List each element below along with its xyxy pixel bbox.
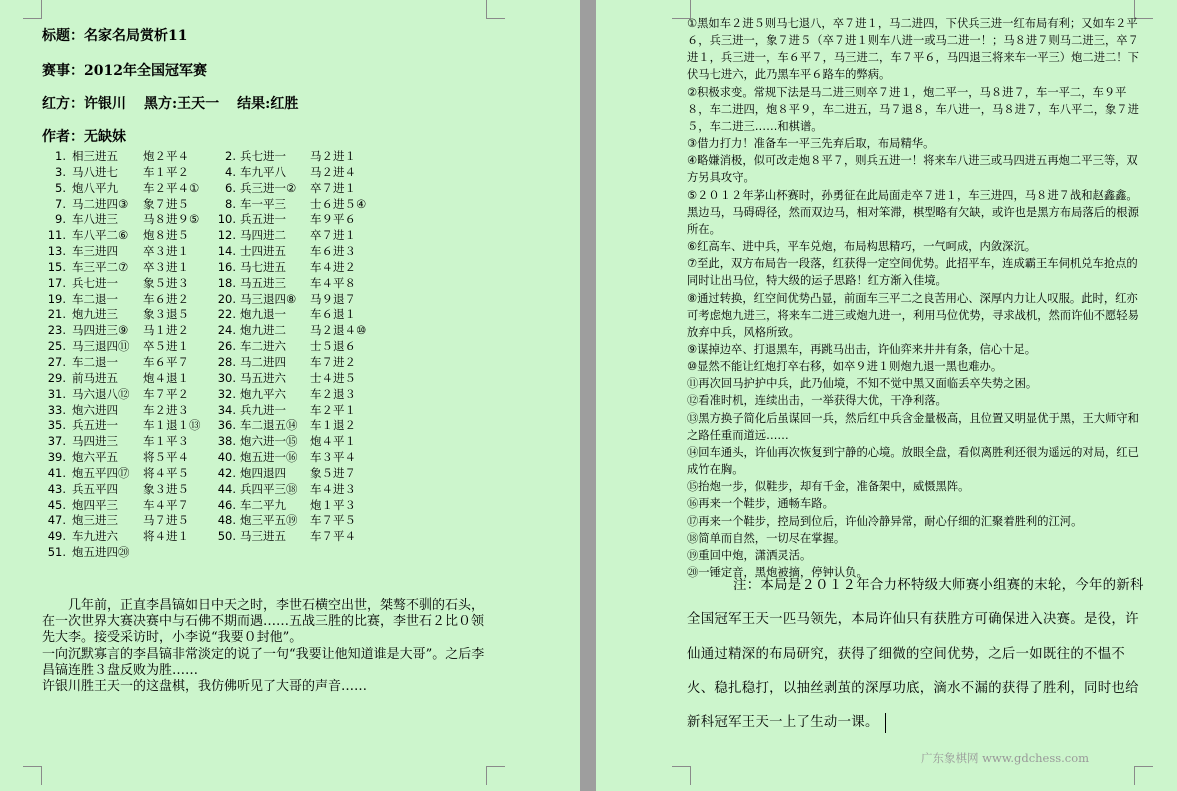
black-move: 车２进３ xyxy=(143,402,189,417)
red-move: 兵三进一② xyxy=(240,180,297,195)
move-number: 51. xyxy=(47,545,66,560)
move-number: 8. xyxy=(225,196,236,211)
black-move: 士５退６ xyxy=(310,339,356,354)
black-move: 士６进５④ xyxy=(310,196,367,211)
move-row xyxy=(36,498,416,514)
move-number: 15. xyxy=(47,259,66,274)
move-number: 44. xyxy=(217,481,236,496)
crop-mark xyxy=(486,0,505,19)
note-paragraph: ⑤２０１２年茅山杯赛时，孙勇征在此局面走卒７进１，车三进四，马８进７战和赵鑫鑫。黑边马，马碍碍径，然而双边马，相对笨滞，棋型略有欠缺，或许也是黑方布局落后的根源所在。 xyxy=(687,188,1139,236)
black-move: 马２退４⑩ xyxy=(310,323,367,338)
move-number: 49. xyxy=(47,529,66,544)
move-number: 48. xyxy=(217,513,236,528)
red-move: 前马进五 xyxy=(72,370,118,385)
move-row xyxy=(36,513,416,529)
red-move: 炮五平四⑰ xyxy=(72,465,130,480)
author-line xyxy=(42,126,126,146)
move-number: 26. xyxy=(217,339,236,354)
black-move: 马９退７ xyxy=(310,291,356,306)
black-move: 士４进５ xyxy=(310,370,356,385)
move-row xyxy=(36,165,416,181)
summary xyxy=(687,569,1147,740)
move-row xyxy=(36,545,416,561)
text-cursor xyxy=(885,713,886,733)
note-paragraph: ⑱简单而自然，一切尽在掌握。 xyxy=(687,531,846,545)
red-move: 兵七进一 xyxy=(240,149,286,163)
essay-paragraph: 一向沉默寡言的李昌镐非常淡定的说了一句“我要让他知道谁是大哥”。之后李昌镐连胜３盘反败为胜…… xyxy=(42,646,485,678)
crop-mark xyxy=(23,0,42,19)
black-move: 车１退２ xyxy=(310,418,356,433)
note-paragraph: ⑧通过转换，红空间优势凸显，前面车三平二之良苦用心、深厚内力让人叹服。此时，红亦可考虑炮九进三，将来车二进三或炮九进一，利用马位优势，寻求战机，然而许仙不愿轻易放弃中兵，风格所致。 xyxy=(687,291,1139,339)
move-number: 1. xyxy=(55,149,66,163)
note-paragraph: ⑪再次回马护护中兵，此乃仙境，不知不觉中黑又面临丢卒失势之困。 xyxy=(687,377,1038,391)
move-number: 33. xyxy=(47,402,66,417)
move-number: 39. xyxy=(47,450,66,465)
red-move: 车九进六 xyxy=(72,529,118,544)
move-number: 18. xyxy=(217,275,236,290)
red-move: 兵五进一 xyxy=(72,418,118,433)
move-row xyxy=(36,529,416,545)
move-number: 47. xyxy=(47,513,66,528)
note-paragraph: ⑥红高车、进中兵，平车兑炮，布局构思精巧，一气呵成，内敛深沉。 xyxy=(687,240,1037,254)
move-row xyxy=(36,276,416,292)
move-number: 20. xyxy=(217,291,236,306)
move-number: 14. xyxy=(217,244,236,259)
red-move: 相三进五 xyxy=(72,149,118,163)
black-move: 车３平４ xyxy=(310,450,356,465)
move-row xyxy=(36,260,416,276)
move-number: 6. xyxy=(225,180,236,195)
move-number: 11. xyxy=(47,228,66,243)
red-move: 士四进五 xyxy=(240,244,286,259)
move-number: 37. xyxy=(47,434,66,449)
note-paragraph: ⑫看准时机，连续出击，一举获得大优，干净利落。 xyxy=(687,394,947,408)
move-number: 31. xyxy=(47,386,66,401)
red-move: 炮九进三 xyxy=(72,307,118,322)
move-number: 4. xyxy=(225,164,236,179)
move-list xyxy=(36,149,416,561)
red-move: 车三进四 xyxy=(72,244,118,259)
result-value: 红胜 xyxy=(270,96,299,112)
red-move: 炮九进二 xyxy=(240,323,286,338)
red-move: 炮三进三 xyxy=(72,513,118,528)
essay xyxy=(42,598,487,695)
red-move: 车二退一 xyxy=(72,354,118,369)
move-number: 27. xyxy=(47,354,66,369)
summary-text: 注：本局是２０１２年合力杯特级大师赛小组赛的末轮，今年的新科全国冠军王天一匹马领先，本局许仙只有获胜方可确保进入决赛。是役，许仙通过精深的布局研究，获得了细微的空间优势，之后一如既往的不愠不火、稳扎稳打，以抽丝剥茧的深厚功底，滴水不漏的获得了胜利，同时也给新科冠军王天一上了生动一课。 xyxy=(687,578,1144,731)
red-move: 马四进三 xyxy=(72,434,118,449)
move-number: 21. xyxy=(47,307,66,322)
move-number: 41. xyxy=(47,465,66,480)
black-move: 马１进２ xyxy=(143,323,189,338)
move-row xyxy=(36,149,416,165)
black-move: 炮２平４ xyxy=(143,149,189,163)
black-move: 车２退３ xyxy=(310,386,356,401)
red-move: 炮九退一 xyxy=(240,307,286,322)
note-paragraph: ⑳一锤定音，黑炮被摘，停钟认负。 xyxy=(687,566,868,579)
black-move: 卒５进１ xyxy=(143,339,189,354)
black-move: 车７平４ xyxy=(310,529,356,544)
move-number: 32. xyxy=(217,386,236,401)
players-line xyxy=(42,93,298,113)
move-row xyxy=(36,292,416,308)
crop-mark xyxy=(23,766,42,785)
title-line xyxy=(42,25,187,45)
red-move: 马二进四 xyxy=(240,354,286,369)
black-move: 马２进１ xyxy=(310,149,356,163)
note-paragraph: ④略嫌消极，似可改走炮８平７，则兵五进一！将来车八进三或马四进五再炮二平三等，双方另具攻守。 xyxy=(687,154,1138,185)
event-name: 2012年全国冠军赛 xyxy=(84,63,207,79)
note-paragraph: ②积极求变。常规下法是马二进三则卒７进１，炮二平一，马８进７，车一平二，车９平８，车二进四，炮８平９，车二进五，马７退８，车八进一，马８进７，车八平二，象７进５，车二进三……和棋谱。 xyxy=(687,85,1139,133)
author-label: 作者： xyxy=(42,129,84,145)
move-row xyxy=(36,339,416,355)
move-number: 42. xyxy=(217,465,236,480)
move-row xyxy=(36,323,416,339)
annotation-notes xyxy=(687,15,1142,581)
move-number: 23. xyxy=(47,323,66,338)
black-move: 炮４平１ xyxy=(310,434,356,449)
move-row xyxy=(36,355,416,371)
black-move: 马７进５ xyxy=(143,513,189,528)
red-move: 马四进二 xyxy=(240,228,286,243)
red-move: 车二退五⑭ xyxy=(240,418,298,433)
move-number: 36. xyxy=(217,418,236,433)
move-number: 24. xyxy=(217,323,236,338)
move-number: 22. xyxy=(217,307,236,322)
red-player: 许银川 xyxy=(84,96,126,112)
black-move: 将４进１ xyxy=(143,529,189,544)
red-move: 马五进三 xyxy=(240,275,286,290)
event-line xyxy=(42,60,207,80)
move-row xyxy=(36,403,416,419)
black-move: 车６进３ xyxy=(310,244,356,259)
red-move: 兵五平四 xyxy=(72,481,118,496)
move-number: 43. xyxy=(47,481,66,496)
red-move: 车九平八 xyxy=(240,164,286,179)
red-move: 车二退一 xyxy=(72,291,118,306)
move-number: 2. xyxy=(225,149,236,163)
document-page-right[interactable] xyxy=(596,0,1177,791)
red-move: 车三平二⑦ xyxy=(72,259,129,274)
black-move: 车１平２ xyxy=(143,164,189,179)
document-page-left[interactable] xyxy=(0,0,580,791)
move-row xyxy=(36,181,416,197)
black-move: 车４进２ xyxy=(310,259,356,274)
black-move: 象３退５ xyxy=(143,307,189,322)
red-move: 兵九进一 xyxy=(240,402,286,417)
red-move: 兵四平三⑱ xyxy=(240,481,298,496)
black-move: 车７进２ xyxy=(310,354,356,369)
move-number: 40. xyxy=(217,450,236,465)
black-move: 车２平１ xyxy=(310,402,356,417)
move-row xyxy=(36,307,416,323)
note-paragraph: ⑰再来一个鞋步，控局到位后，许仙冷静异常，耐心仔细的汇聚着胜利的江河。 xyxy=(687,514,1083,528)
red-move: 马八进七 xyxy=(72,164,118,179)
red-move: 兵五进一 xyxy=(240,212,286,227)
move-number: 29. xyxy=(47,370,66,385)
black-move: 卒７进１ xyxy=(310,228,356,243)
black-move: 车１退１⑬ xyxy=(143,418,201,433)
black-move: 卒７进１ xyxy=(310,180,356,195)
title-label: 标题： xyxy=(42,28,84,44)
red-move: 马二进四③ xyxy=(72,196,129,211)
move-row xyxy=(36,482,416,498)
move-number: 46. xyxy=(217,497,236,512)
move-row xyxy=(36,228,416,244)
black-move: 炮４退１ xyxy=(143,370,189,385)
red-move: 车八平二⑥ xyxy=(72,228,129,243)
black-move: 车２平４① xyxy=(143,180,200,195)
red-move: 炮四平三 xyxy=(72,497,118,512)
move-number: 9. xyxy=(55,212,66,227)
red-label: 红方： xyxy=(42,96,84,112)
black-move: 车６进２ xyxy=(143,291,189,306)
event-label: 赛事： xyxy=(42,63,84,79)
black-move: 象５进３ xyxy=(143,275,189,290)
note-paragraph: ⑲重回中炮，潇洒灵活。 xyxy=(687,548,812,562)
note-paragraph: ⑩显然不能让红炮打卒右移，如卒９进１则炮九退一黑也难办。 xyxy=(687,360,1003,374)
black-move: 将４平５ xyxy=(143,465,189,480)
red-move: 炮六进四 xyxy=(72,402,118,417)
move-row xyxy=(36,387,416,403)
move-row xyxy=(36,450,416,466)
black-move: 车６退１ xyxy=(310,307,356,322)
note-paragraph: ⑬黑方换子简化后虽谋回一兵，然后红中兵含金量极高，且位置又明显优于黑，王大师守和之路任重而道远…… xyxy=(687,411,1139,442)
red-move: 兵七进一 xyxy=(72,275,118,290)
black-move: 车４平７ xyxy=(143,497,189,512)
result-label: 结果: xyxy=(237,96,271,112)
black-move: 车７平２ xyxy=(143,386,189,401)
red-move: 马七进五 xyxy=(240,259,286,274)
move-number: 38. xyxy=(217,434,236,449)
red-move: 炮六平五 xyxy=(72,450,118,465)
black-label: 黑方: xyxy=(144,96,178,112)
black-move: 卒３进１ xyxy=(143,244,189,259)
black-move: 象５进７ xyxy=(310,465,356,480)
black-player: 王天一 xyxy=(177,96,220,112)
move-row xyxy=(36,418,416,434)
move-number: 35. xyxy=(47,418,66,433)
move-row xyxy=(36,371,416,387)
red-move: 马五进六 xyxy=(240,370,286,385)
game-title: 名家名局赏析11 xyxy=(84,28,188,44)
red-move: 炮八平九 xyxy=(72,180,118,195)
red-move: 马六退八⑫ xyxy=(72,386,130,401)
move-number: 45. xyxy=(47,497,66,512)
red-move: 马四进三⑨ xyxy=(72,323,129,338)
watermark: 广东象棋网 www.gdchess.com xyxy=(921,751,1090,765)
black-move: 马２进４ xyxy=(310,164,356,179)
move-row xyxy=(36,212,416,228)
move-row xyxy=(36,244,416,260)
black-move: 车６平７ xyxy=(143,354,189,369)
move-number: 50. xyxy=(217,529,236,544)
move-number: 17. xyxy=(47,275,66,290)
note-paragraph: ①黑如车２进５则马七退八，卒７进１，马二进四，下伏兵三进一红布局有利；又如车２平６，兵三进一，象７进５（卒７进１则车八进一或马二进一！；马８进７则马二进三，卒７进１，兵三进一，车６平７，马三进二，车７平６，马四退三将来车一平三）炮二进二！下伏马七进六，此乃黑车平６路车的弊病。 xyxy=(687,17,1139,82)
note-paragraph: ⑮抬炮一步，似鞋步，却有千金，准备架中，威慑黑阵。 xyxy=(687,480,970,494)
crop-mark xyxy=(486,766,505,785)
note-paragraph: ⑭回车通头，许仙再次恢复到宁静的心境。放眼全盘，看似离胜利还很为遥远的对局，红已成竹在胸。 xyxy=(687,445,1139,477)
move-number: 16. xyxy=(217,259,236,274)
move-row xyxy=(36,434,416,450)
move-number: 5. xyxy=(55,180,66,195)
move-row xyxy=(36,466,416,482)
move-number: 30. xyxy=(217,370,236,385)
move-number: 3. xyxy=(55,164,66,179)
black-move: 车４平８ xyxy=(310,275,356,290)
black-move: 车９平６ xyxy=(310,212,356,227)
red-move: 车二平九 xyxy=(240,497,286,512)
red-move: 炮五进四⑳ xyxy=(72,545,130,560)
move-number: 34. xyxy=(217,402,236,417)
red-move: 马三进五 xyxy=(240,529,286,544)
note-paragraph: ⑦至此，双方布局告一段落，红获得一定空间优势。此招平车，连成霸王车伺机兑车抢点的同时让出马位，特大级的运子思路！红方渐入佳境。 xyxy=(687,257,1138,288)
red-move: 炮五进一⑯ xyxy=(240,450,298,465)
black-move: 车１平３ xyxy=(143,434,189,449)
red-move: 车二进六 xyxy=(240,339,286,354)
note-paragraph: ⑨谋掉边卒、打退黑车，再跳马出击，许仙弈来井井有条，信心十足。 xyxy=(687,342,1037,356)
black-move: 卒３进１ xyxy=(143,259,189,274)
red-move: 车一平三 xyxy=(240,196,286,211)
move-number: 12. xyxy=(217,228,236,243)
crop-mark xyxy=(1134,766,1153,785)
move-number: 13. xyxy=(47,244,66,259)
red-move: 马三退四⑧ xyxy=(240,291,297,306)
black-move: 象３进５ xyxy=(143,481,189,496)
move-number: 28. xyxy=(217,354,236,369)
note-paragraph: ⑯再来一个鞋步，通畅车路。 xyxy=(687,497,834,511)
move-number: 7. xyxy=(55,196,66,211)
author-name: 无缺妹 xyxy=(84,129,126,145)
red-move: 炮六进一⑮ xyxy=(240,434,298,449)
black-move: 象７进５ xyxy=(143,196,189,211)
red-move: 炮九平六 xyxy=(240,386,286,401)
move-number: 10. xyxy=(217,212,236,227)
crop-mark xyxy=(672,766,691,785)
black-move: 车７平５ xyxy=(310,513,356,528)
black-move: 炮８进５ xyxy=(143,228,189,243)
essay-paragraph: 许银川胜王天一的这盘棋，我仿佛听见了大哥的声音…… xyxy=(42,679,368,695)
move-number: 19. xyxy=(47,291,66,306)
red-move: 车八进三 xyxy=(72,212,118,227)
red-move: 炮三平五⑲ xyxy=(240,513,298,528)
essay-paragraph: 几年前，正直李昌镐如日中天之时，李世石横空出世，桀骜不驯的石头，在一次世界大赛决赛中与石佛不期而遇……五战三胜的比赛，李世石２比０领先大李。接受采访时，小李说“我要０封他”。 xyxy=(42,598,485,646)
black-move: 将５平４ xyxy=(143,450,189,465)
move-number: 25. xyxy=(47,339,66,354)
red-move: 马三退四⑪ xyxy=(72,339,130,354)
black-move: 炮１平３ xyxy=(310,497,356,512)
black-move: 马８进９⑤ xyxy=(143,212,200,227)
red-move: 炮四退四 xyxy=(240,465,286,480)
note-paragraph: ③借力打力！准备车一平三先弃后取，布局精华。 xyxy=(687,137,935,151)
move-row xyxy=(36,197,416,213)
black-move: 车４进３ xyxy=(310,481,356,496)
